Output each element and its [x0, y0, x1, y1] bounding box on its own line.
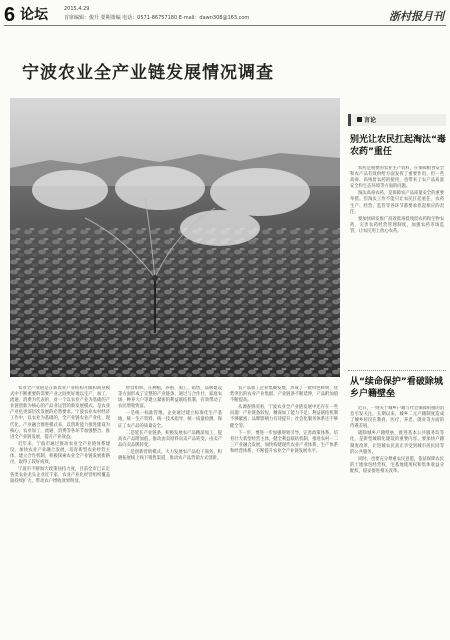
page-header [4, 4, 446, 26]
sidebar-commentary [348, 114, 446, 634]
paragraph: 近日，一则关于城乡户籍与社会保障衔接的消息引发关注。长期以来，城乡二元户籍制度造成了城乡居民在教育、医疗、养老、就业等方面的待遇差别。 [350, 406, 444, 430]
sidebar-article-2-title: 从“续命保护”看破除城乡户籍壁垒 [350, 377, 443, 399]
page-number: 6 [4, 4, 16, 26]
square-bullet-icon [357, 117, 362, 122]
paragraph: 近年来，宁波市通过推动农业全产业链体系建设，加快农业产业融合发展，培育新型农业经营主体，建立合作机制，积极探索农业全产业链发展新路径，取得了较好成效。 [10, 441, 110, 466]
section-tag-label: 言论 [364, 117, 377, 124]
farm-irrigation-photo [10, 98, 340, 377]
paragraph: 农产品加工企业集聚发展，形成了一批特色鲜明、优势突出的农业产业集群，产业链条不断延伸，产品附加值不断提高。 [230, 386, 338, 404]
section-title: 论坛 [20, 7, 48, 23]
sidebar-article-2-body [350, 406, 444, 631]
paragraph: 一是统一标准管理。企业通过建立标准化生产基地，统一生产资料、统一技术指导、统一质量检测，保证了农产品的质量安全。 [118, 411, 222, 429]
section-tag [357, 115, 376, 124]
article-column-2 [118, 386, 222, 634]
article-column-3 [230, 386, 338, 634]
paragraph: 经营组织，在种植、养殖、加工、销售、品牌建设等方面形成了完整的产业链条，通过与合作社、家庭农场、种养大户等建立紧密的利益联结机制，有效带动了农民增收致富。 [118, 386, 222, 410]
article-column-1 [10, 386, 110, 634]
paragraph: 宁波市不断加大政策扶持力度，目前全市已认定各类农业龙头企业近千家，农业产业化经营组织覆盖面持续扩大，带动农户增收效果明显。 [10, 467, 110, 485]
paragraph: 二是延长产业链条。积极发展农产品精深加工，提高农产品附加值，推动由卖原料向卖产品转变，由卖产品向卖品牌转变。 [118, 430, 222, 448]
paragraph: 淘汰高毒农药，是保障农产品质量安全的重要举措。但淘汰工作不能只让农民扛起重任，农药生产、经营、监管等各环节都要承担起相应的责任。 [350, 191, 444, 215]
paragraph: 三是创新营销模式。大力发展农产品电子商务，积极拓展线上线下销售渠道，推动农产品营销方式创新。 [118, 449, 222, 462]
paragraph: 要加快研发推广高效低毒低残留农药和生物农药，完善农药经营管理制度，加强农药市场监管，让农民用上放心农药。 [350, 216, 444, 234]
article-divider [348, 370, 446, 371]
paper-name: 浙村报月刊 [389, 10, 444, 23]
paragraph: 同时，也要充分尊重农民意愿，依法保障农民的土地承包经营权、宅基地使用权和集体收益分配权，稳妥推进相关改革。 [350, 456, 444, 474]
issue-date: 2015.4.29 [64, 6, 90, 12]
sidebar-article-1-body [350, 166, 444, 354]
paragraph: 下一步，要进一步加强规划引导，完善政策体系，培育壮大新型经营主体，健全利益联结机制，推进农村一二三产业融合发展，加快构建现代农业产业体系、生产体系和经营体系，不断提升农业全产业链发展水平。 [230, 430, 338, 454]
main-headline: 宁波农业全产业链发展情况调查 [22, 63, 274, 83]
section-tag-bar [348, 114, 446, 126]
paragraph: 农药是重要的农业生产资料，在保障粮食安全和农产品有效供给方面发挥了重要作用。但一些高毒、高残留农药的使用，也带来了农产品质量安全和生态环境等方面的问题。 [350, 166, 444, 190]
sidebar-article-1-title: 别光让农民扛起淘汰“毒农药”重任 [350, 135, 446, 157]
photo-graphic [10, 98, 340, 377]
paragraph: 破除城乡户籍壁垒，推进基本公共服务均等化，是新型城镇化建设的重要内容。要加快户籍制度改革，让进城农民真正享受到城市居民同等的公共服务。 [350, 431, 444, 455]
paragraph: 农业全产业链是在新农业产业结构升级和商业模式中不断重要的需要产业之间更好地以生产、加工、流通、消费为代表的、对一个以农业产业为基础的产业链创新为核心的产品业运营的新发展模式。是农业产业化更深层次发展的必然要求。宁波农业农村经济工作中，以农业为基础的，全产业链农业产业化、现代化、产业融合推进模式来，以创新能力推进建设为核心，农业加工、流通、消费等各环节加强整合，推进全产业链发展，提升产业效益。 [10, 386, 110, 440]
editor-line: 首席编辑：俊升 要期策编 电话：0571-86757180 E-mail：dawn308@163.com [64, 15, 250, 21]
paragraph: 从调查情况看，宁波农业全产业链发展中还存在一些问题：产业链条较短，精深加工能力不足；利益联结机制不够紧密；品牌影响力有待提升；社会化服务体系还不够健全等。 [230, 405, 338, 429]
